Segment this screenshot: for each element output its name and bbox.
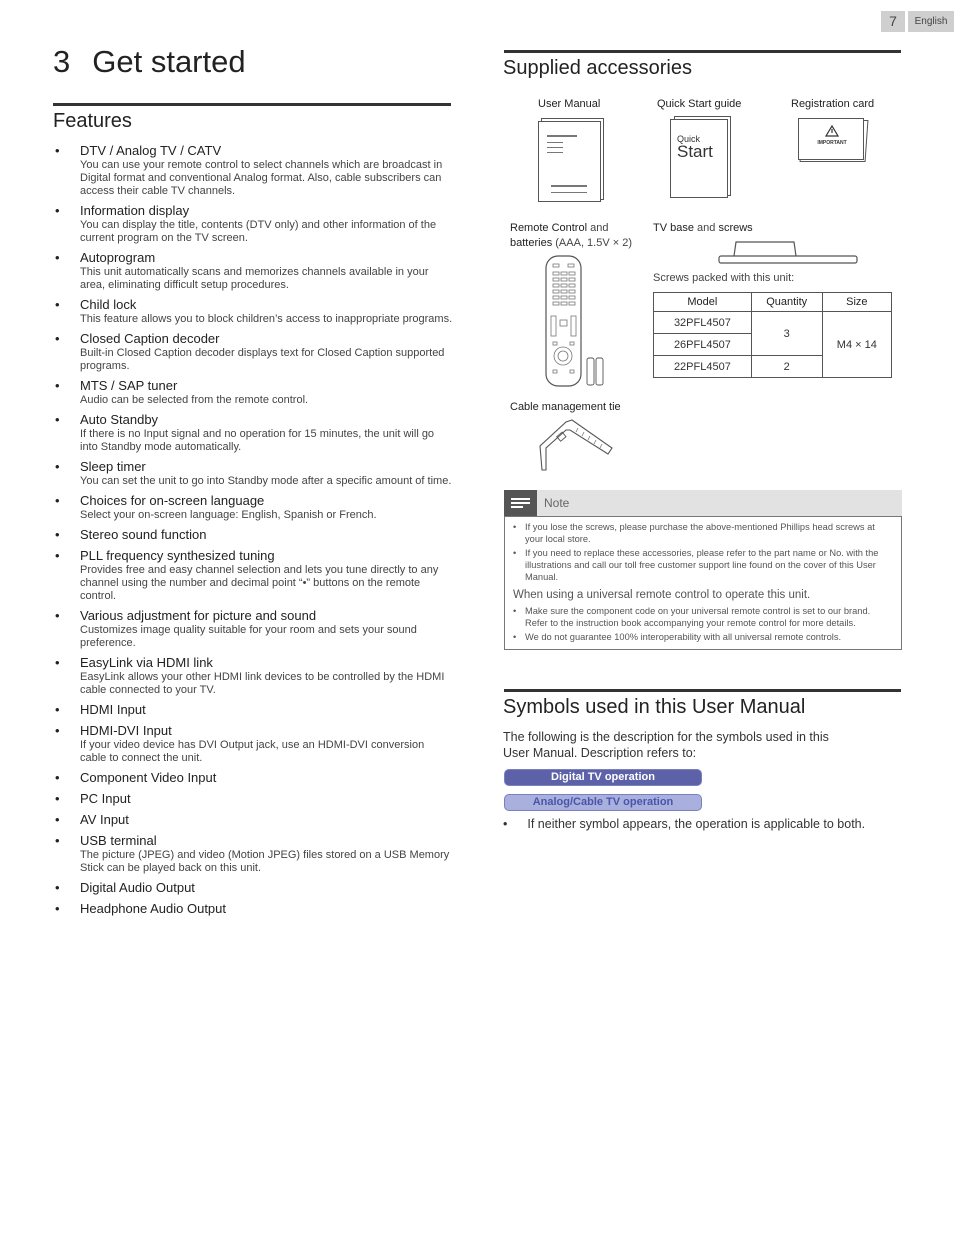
list-item <box>53 143 453 198</box>
list-item <box>513 547 893 583</box>
quick-start-label: Quick Start guide <box>657 98 742 110</box>
table-row <box>654 312 892 334</box>
list-item <box>53 412 453 454</box>
list-item <box>53 459 453 488</box>
user-manual-label: User Manual <box>538 98 601 110</box>
feature-title: Choices for on-screen language <box>80 493 265 508</box>
bullet-glyph: • <box>55 770 60 785</box>
symbols-bullet <box>503 817 865 831</box>
feature-title: Headphone Audio Output <box>80 901 227 916</box>
list-item <box>53 812 453 828</box>
bullet-glyph: • <box>513 522 517 532</box>
warning-icon <box>825 125 839 137</box>
chapter-title-text: Get started <box>92 44 246 79</box>
bullet-glyph: • <box>55 702 60 717</box>
batteries-name: batteries <box>510 237 553 249</box>
booklet-line <box>547 147 563 148</box>
feature-desc: You can use your remote control to select channels which are broadcast in Digital format and conventional Analog format. Also, cable subscribers can access their cable TV channels. <box>80 159 443 197</box>
bullet-glyph: • <box>55 880 60 895</box>
table-cell-model: 22PFL4507 <box>654 356 752 378</box>
list-item <box>513 521 893 545</box>
features-rule <box>53 103 451 106</box>
feature-desc: Select your on-screen language: English, Spanish or French. <box>80 509 377 521</box>
feature-title: Autoprogram <box>80 250 156 265</box>
analog-tv-badge: Analog/Cable TV operation <box>504 794 702 811</box>
table-cell-quantity: 3 <box>751 312 822 356</box>
note-icon-line <box>511 506 523 508</box>
bullet-glyph: • <box>503 817 508 831</box>
features-list <box>53 143 453 922</box>
batteries-spec: (AAA, 1.5V × 2) <box>555 237 632 249</box>
bullet-glyph: • <box>55 378 60 393</box>
bullet-glyph: • <box>513 632 517 642</box>
feature-title: USB terminal <box>80 833 157 848</box>
chapter-number: 3 <box>53 44 71 79</box>
feature-desc: EasyLink allows your other HDMI link devices to be controlled by the HDMI cable connected to your TV. <box>80 671 445 696</box>
symbols-bullet-text: If neither symbol appears, the operation is applicable to both. <box>527 817 866 831</box>
note-header <box>504 490 902 516</box>
bullet-glyph: • <box>55 791 60 806</box>
feature-desc: You can display the title, contents (DTV only) and other information of the current program on the TV screen. <box>80 219 437 244</box>
feature-title: Component Video Input <box>80 770 217 785</box>
note-box <box>504 516 902 650</box>
note-text: If you lose the screws, please purchase the above-mentioned Phillips head screws at your local store. <box>525 522 875 544</box>
booklet-line <box>547 142 563 143</box>
note-text: Make sure the component code on your universal remote control is set to our brand. Refer to the instruction book accompanying your remote control for more details. <box>525 606 871 628</box>
bullet-glyph: • <box>55 331 60 346</box>
feature-title: HDMI-DVI Input <box>80 723 172 738</box>
quick-start-cover-small: Quick <box>677 134 701 144</box>
note-icon <box>504 490 537 516</box>
registration-card-front <box>798 118 864 160</box>
screws-name: screws <box>718 222 753 234</box>
feature-desc: The picture (JPEG) and video (Motion JPEG) files stored on a USB Memory Stick can be played back on this unit. <box>80 849 450 874</box>
note-label: Note <box>544 496 570 510</box>
list-item <box>53 203 453 245</box>
features-heading: Features <box>53 110 132 132</box>
bullet-glyph: • <box>55 493 60 508</box>
bullet-glyph: • <box>55 203 60 218</box>
cable-tie-label: Cable management tie <box>510 401 621 413</box>
list-item <box>53 378 453 407</box>
registration-card-label: Registration card <box>791 98 875 110</box>
list-item <box>53 880 453 896</box>
feature-desc: Built-in Closed Caption decoder displays text for Closed Caption supported programs. <box>80 347 445 372</box>
note-text: If you need to replace these accessories, please refer to the part name or No. with the illustrations and call our toll free customer support line found on the cover of this User Manual. <box>525 548 879 582</box>
bullet-glyph: • <box>55 548 60 563</box>
note-icon-line <box>511 498 530 500</box>
booklet-line <box>551 185 587 187</box>
page-language: English <box>908 11 954 32</box>
list-item <box>53 901 453 917</box>
bullet-glyph: • <box>55 723 60 738</box>
table-header-row <box>654 293 892 312</box>
list-item <box>53 548 453 603</box>
bullet-glyph: • <box>513 548 517 558</box>
chapter-title <box>53 44 246 80</box>
remote-label-line2 <box>510 237 632 249</box>
feature-title: DTV / Analog TV / CATV <box>80 143 222 158</box>
page-number: 7 <box>881 11 905 32</box>
feature-desc: Customizes image quality suitable for your room and sets your sound preference. <box>80 624 417 649</box>
accessories-heading: Supplied accessories <box>503 57 692 79</box>
bullet-glyph: • <box>55 250 60 265</box>
booklet-front <box>670 119 728 198</box>
bullet-glyph: • <box>55 412 60 427</box>
booklet-line <box>547 152 563 153</box>
digital-tv-badge: Digital TV operation <box>504 769 702 786</box>
table-header-model: Model <box>654 293 752 312</box>
remote-control-illustration <box>543 254 609 388</box>
tv-base-and: and <box>697 222 716 234</box>
registration-cover-text: IMPORTANT <box>817 140 847 146</box>
note-sub-list <box>513 605 893 643</box>
table-header-quantity: Quantity <box>751 293 822 312</box>
list-item <box>53 723 453 765</box>
tv-base-illustration <box>716 240 860 266</box>
screws-packed-text: Screws packed with this unit: <box>653 272 795 284</box>
feature-desc: You can set the unit to go into Standby mode after a specific amount of time. <box>80 475 452 487</box>
bullet-glyph: • <box>55 459 60 474</box>
table-cell-model: 26PFL4507 <box>654 334 752 356</box>
list-item <box>53 791 453 807</box>
quick-start-cover-big: Start <box>677 142 713 161</box>
remote-label-line1 <box>510 222 608 234</box>
list-item <box>53 297 453 326</box>
list-item <box>513 631 893 643</box>
feature-title: PC Input <box>80 791 131 806</box>
feature-desc: This unit automatically scans and memorizes channels available in your area, eliminating difficult setup procedures. <box>80 266 429 291</box>
list-item <box>53 655 453 697</box>
feature-title: AV Input <box>80 812 129 827</box>
feature-title: Child lock <box>80 297 137 312</box>
list-item <box>513 605 893 629</box>
bullet-glyph: • <box>55 527 60 542</box>
bullet-glyph: • <box>55 143 60 158</box>
table-header-size: Size <box>822 293 891 312</box>
bullet-glyph: • <box>55 812 60 827</box>
list-item <box>53 770 453 786</box>
feature-title: MTS / SAP tuner <box>80 378 178 393</box>
table-cell-size: M4 × 14 <box>822 312 891 378</box>
cable-tie-illustration <box>536 418 616 474</box>
bullet-glyph: • <box>55 297 60 312</box>
bullet-glyph: • <box>55 608 60 623</box>
list-item <box>53 608 453 650</box>
bullet-glyph: • <box>513 606 517 616</box>
table-cell-quantity: 2 <box>751 356 822 378</box>
booklet-line <box>547 135 577 137</box>
list-item <box>53 527 453 543</box>
screws-table <box>653 292 892 378</box>
feature-title: Digital Audio Output <box>80 880 195 895</box>
bullet-glyph: • <box>55 901 60 916</box>
tv-base-name: TV base <box>653 222 694 234</box>
feature-desc: This feature allows you to block children’s access to inappropriate programs. <box>80 313 453 325</box>
feature-title: Stereo sound function <box>80 527 207 542</box>
booklet-line <box>551 192 587 193</box>
feature-title: Information display <box>80 203 190 218</box>
symbols-rule <box>504 689 901 692</box>
note-icon-line <box>511 502 530 504</box>
symbols-description: The following is the description for the symbols used in this User Manual. Description refers to: <box>503 730 829 760</box>
feature-desc: Provides free and easy channel selection and lets you tune directly to any channel using the number and decimal point “•” buttons on the remote control. <box>80 564 439 602</box>
feature-title: Sleep timer <box>80 459 146 474</box>
feature-title: HDMI Input <box>80 702 146 717</box>
note-list <box>513 521 893 583</box>
list-item <box>53 250 453 292</box>
feature-desc: If there is no Input signal and no operation for 15 minutes, the unit will go into Standby mode automatically. <box>80 428 435 453</box>
feature-desc: If your video device has DVI Output jack, use an HDMI-DVI conversion cable to connect the unit. <box>80 739 425 764</box>
feature-title: Auto Standby <box>80 412 159 427</box>
feature-title: Closed Caption decoder <box>80 331 220 346</box>
feature-title: EasyLink via HDMI link <box>80 655 213 670</box>
bullet-glyph: • <box>55 833 60 848</box>
bullet-glyph: • <box>55 655 60 670</box>
table-cell-model: 32PFL4507 <box>654 312 752 334</box>
feature-title: PLL frequency synthesized tuning <box>80 548 275 563</box>
feature-title: Various adjustment for picture and sound <box>80 608 317 623</box>
list-item <box>53 833 453 875</box>
note-subheading: When using a universal remote control to operate this unit. <box>513 589 811 601</box>
list-item <box>53 331 453 373</box>
tv-base-label <box>653 222 753 234</box>
symbols-heading: Symbols used in this User Manual <box>503 696 806 718</box>
feature-desc: Audio can be selected from the remote control. <box>80 394 309 406</box>
note-text: We do not guarantee 100% interoperability with all universal remote controls. <box>525 632 842 642</box>
accessories-rule <box>504 50 901 53</box>
list-item <box>53 702 453 718</box>
remote-name: Remote Control <box>510 222 588 234</box>
remote-and: and <box>590 222 609 234</box>
list-item <box>53 493 453 522</box>
booklet-front <box>538 121 601 202</box>
